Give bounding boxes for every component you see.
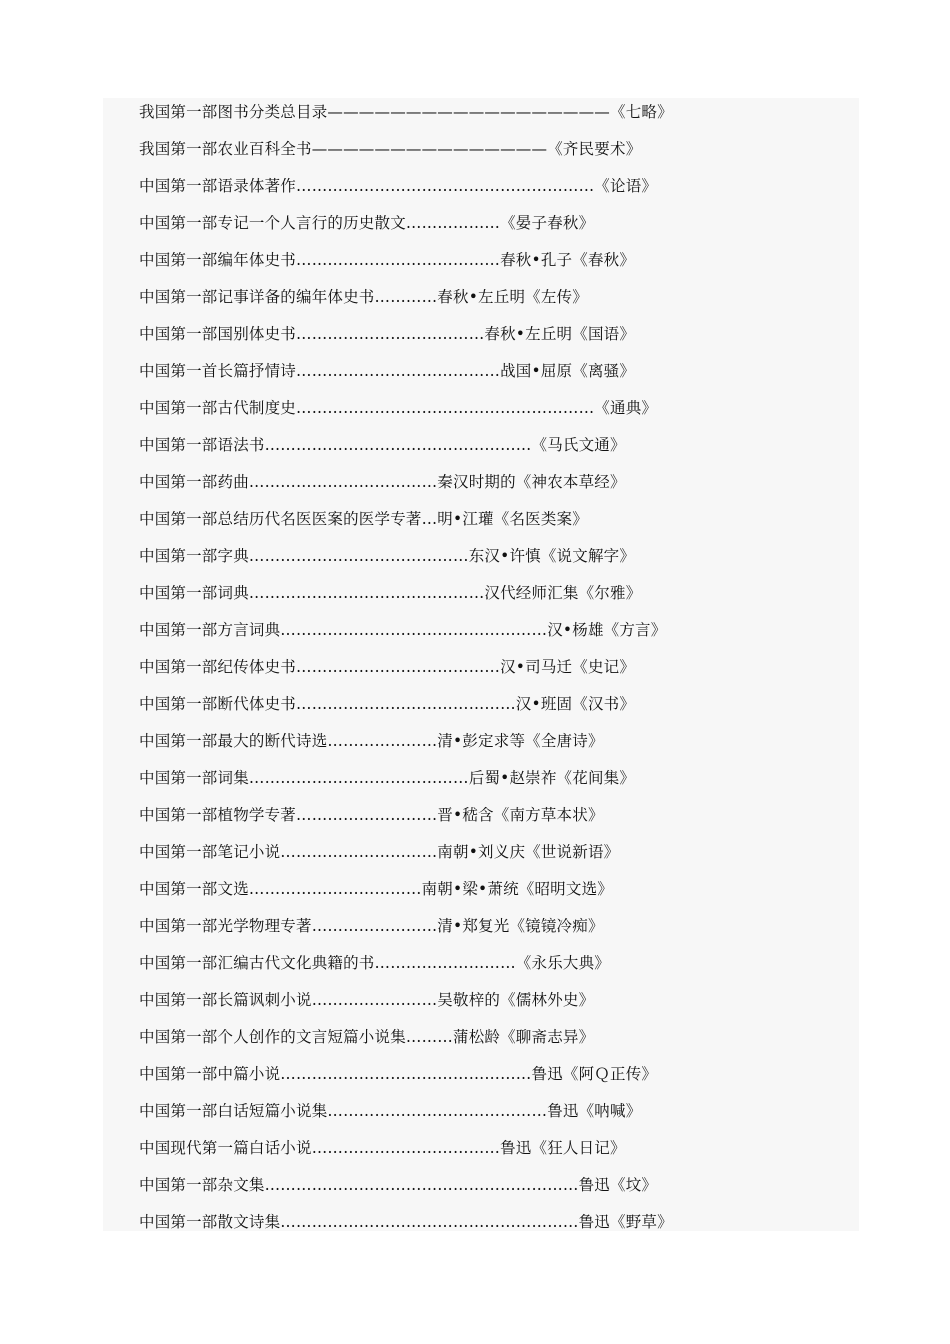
list-item: 中国第一部光学物理专著……………………清•郑复光《镜镜冷痴》 xyxy=(139,917,604,935)
list-item: 中国第一部最大的断代诗选…………………清•彭定求等《全唐诗》 xyxy=(139,732,604,750)
list-item: 中国第一部语法书……………………………………………《马氏文通》 xyxy=(139,436,626,454)
list-item: 中国现代第一篇白话小说………………………………鲁迅《狂人日记》 xyxy=(139,1139,626,1157)
list-item: 中国第一首长篇抒情诗…………………………………战国•屈原《离骚》 xyxy=(139,362,636,380)
list-item: 中国第一部笔记小说…………………………南朝•刘义庆《世说新语》 xyxy=(139,843,620,861)
list-item: 中国第一部词典………………………………………汉代经师汇集《尔雅》 xyxy=(139,584,642,602)
list-item: 中国第一部语录体著作…………………………………………………《论语》 xyxy=(139,177,658,195)
list-item: 中国第一部药曲………………………………秦汉时期的《神农本草经》 xyxy=(139,473,626,491)
list-item: 中国第一部个人创作的文言短篇小说集………蒲松龄《聊斋志异》 xyxy=(139,1028,595,1046)
list-item: 中国第一部中篇小说…………………………………………鲁迅《阿Ｑ正传》 xyxy=(139,1065,658,1083)
list-item: 中国第一部编年体史书…………………………………春秋•孔子《春秋》 xyxy=(139,251,636,269)
entry-list xyxy=(139,99,673,1246)
list-item: 中国第一部方言词典……………………………………………汉•杨雄《方言》 xyxy=(139,621,667,639)
list-item: 中国第一部杂文集……………………………………………………鲁迅《坟》 xyxy=(139,1176,658,1194)
list-item: 中国第一部记事详备的编年体史书…………春秋•左丘明《左传》 xyxy=(139,288,588,306)
list-item: 中国第一部文选……………………………南朝•梁•萧统《昭明文选》 xyxy=(139,880,613,898)
list-item: 我国第一部农业百科全书———————————————《齐民要术》 xyxy=(139,140,642,158)
list-item: 中国第一部词集……………………………………后蜀•赵崇祚《花间集》 xyxy=(139,769,636,787)
list-item: 中国第一部古代制度史…………………………………………………《通典》 xyxy=(139,399,658,417)
list-item: 中国第一部纪传体史书…………………………………汉•司马迁《史记》 xyxy=(139,658,636,676)
list-item: 中国第一部国别体史书………………………………春秋•左丘明《国语》 xyxy=(139,325,636,343)
list-item: 中国第一部白话短篇小说集……………………………………鲁迅《呐喊》 xyxy=(139,1102,642,1120)
list-item: 中国第一部散文诗集…………………………………………………鲁迅《野草》 xyxy=(139,1213,673,1231)
list-item: 中国第一部植物学专著………………………晋•嵇含《南方草本状》 xyxy=(139,806,604,824)
list-item: 中国第一部字典……………………………………东汉•许慎《说文解字》 xyxy=(139,547,636,565)
list-item: 中国第一部总结历代名医医案的医学专著…明•江瓘《名医类案》 xyxy=(139,510,588,528)
list-item: 我国第一部图书分类总目录——————————————————《七略》 xyxy=(139,103,673,121)
list-item: 中国第一部断代体史书……………………………………汉•班固《汉书》 xyxy=(139,695,636,713)
list-item: 中国第一部专记一个人言行的历史散文………………《晏子春秋》 xyxy=(139,214,595,232)
list-item: 中国第一部长篇讽刺小说……………………吴敬梓的《儒林外史》 xyxy=(139,991,595,1009)
list-item: 中国第一部汇编古代文化典籍的书………………………《永乐大典》 xyxy=(139,954,611,972)
